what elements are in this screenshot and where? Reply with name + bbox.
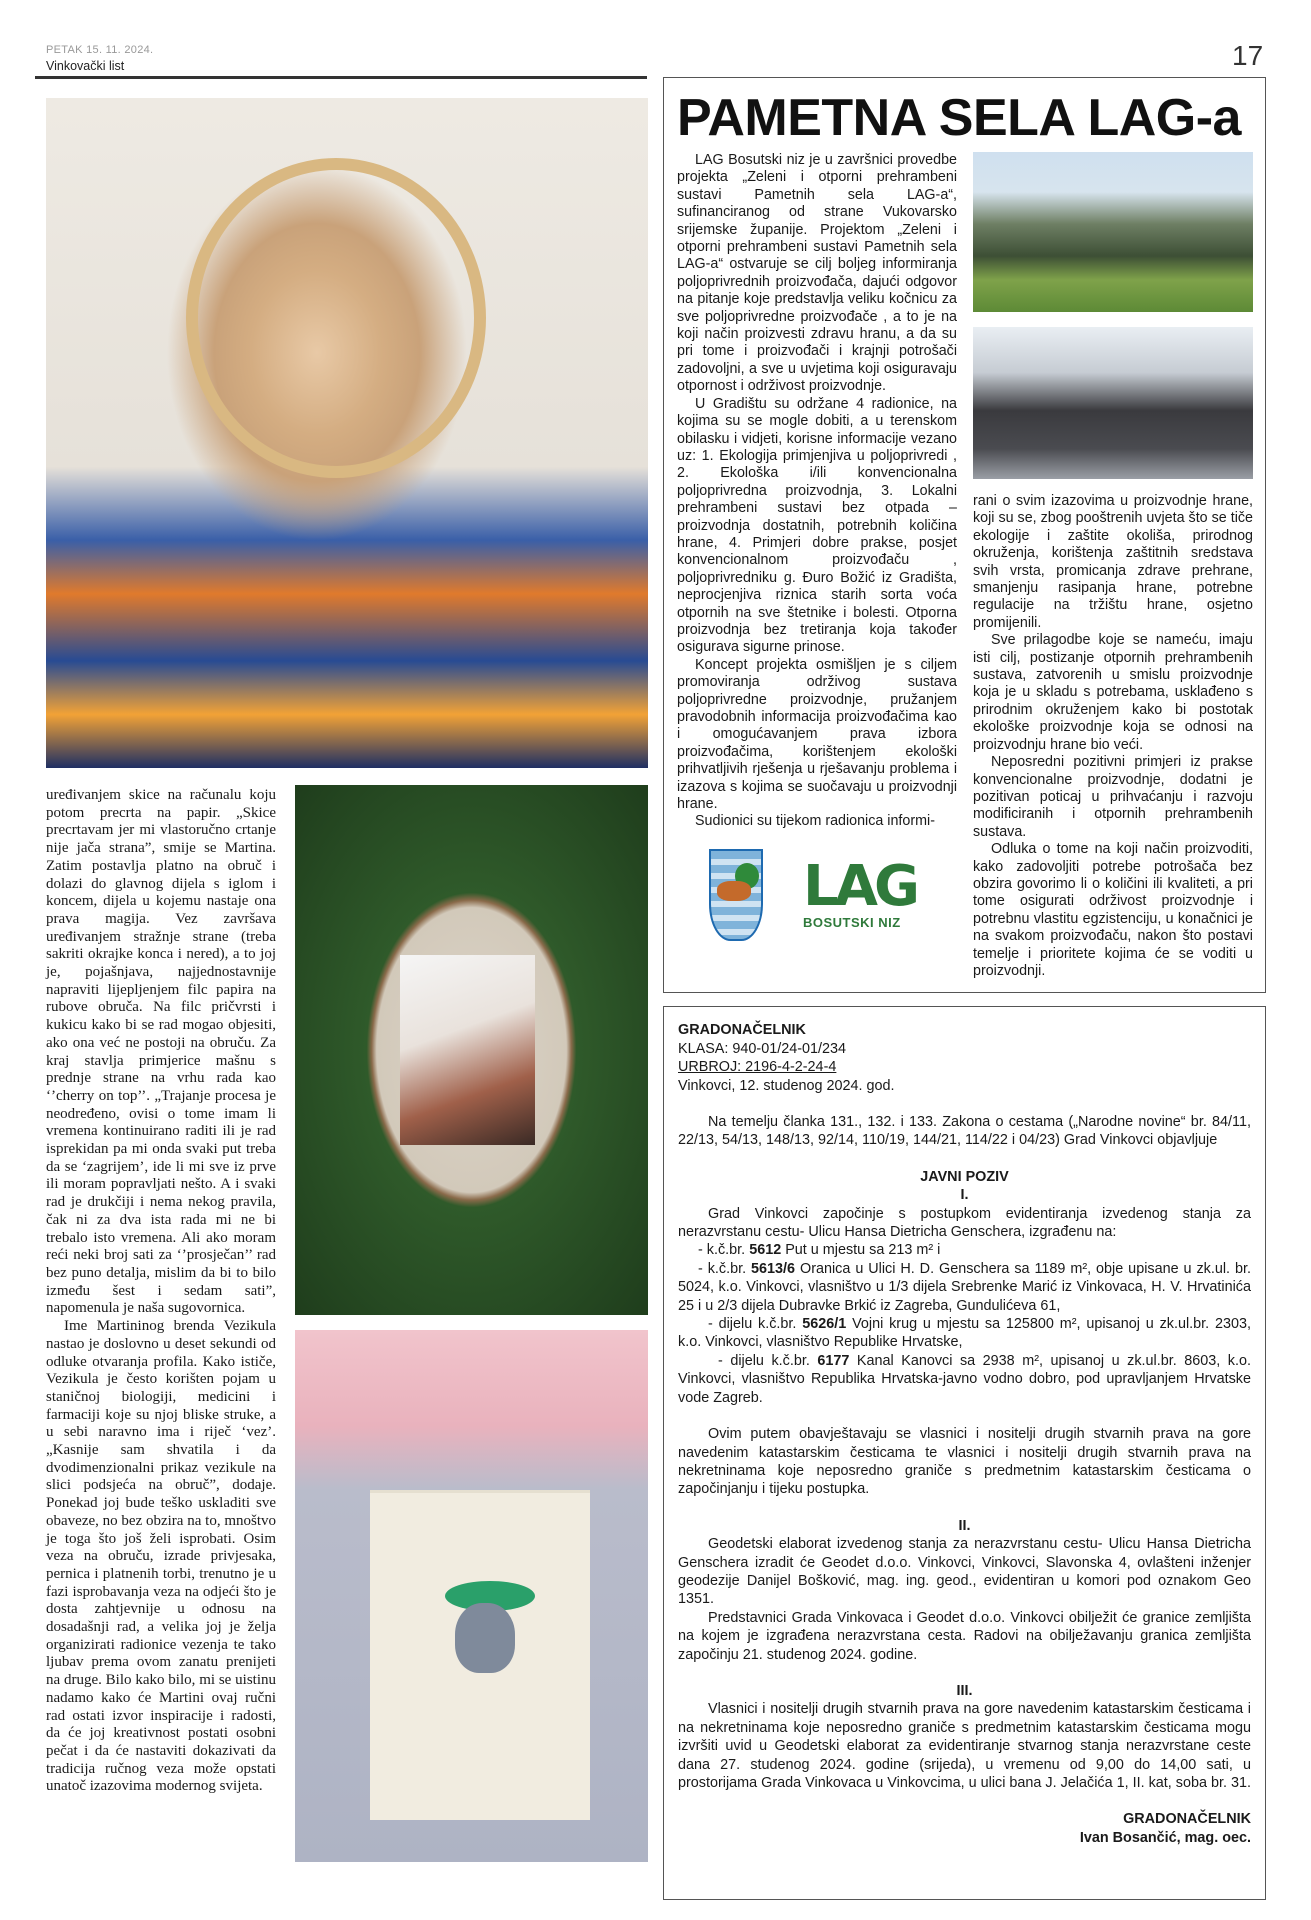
publication-name: Vinkovački list (46, 59, 125, 73)
paragraph: Sve prilagodbe koje se nameću, imaju isti cilj, postizanje otpornih prehrambenih sustava, zatvorenih u smislu proizvodnje koja je u skladu s potrebama, usklađeno s prirodnim okruženjem kako bi postotak ekološke proizvodnje koja se odnosi na proizvodnju hrane bio veći. (973, 632, 1253, 753)
parcel-prefix: - k.č.br. (698, 1260, 752, 1277)
parcel-description: Put u mjestu sa 213 m² i (781, 1242, 941, 1259)
paragraph: Sudionici su tijekom radionica informi- (695, 813, 935, 830)
paragraph: LAG Bosutski niz je u završnici provedbe projekta „Zeleni i otporni prehrambeni sustavi Pametnih sela LAG-a“, sufinanciranog od strane Vukovarsko srijemske županije. Projektom „Zeleni i otporni prehrambeni sustavi Pametnih sela LAG-a“ ostvaruje se cilj boljeg informiranja poljoprivrednih proizvođača, dajući odgovor na pitanje koje predstavlja veliku kočnicu za sve poljoprivredne proizvođače , a to je na koji način proizvesti zdravu hranu, a da su pri tome i proizvođači i krajnji potrošači zadovoljni, a sve u uvjetima koji osiguravaju otpornost i održivost proizvodnje. (677, 152, 957, 395)
county-coat-of-arms-logo (709, 849, 763, 941)
section-3-paragraph: Vlasnici i nositelji drugih stvarnih prava na gore navedenim katastarskim česticama i na nekretninama koje neposredno graniče s predmetnim katastarskim česticama mogu izvršiti uvid u Geodetski elaborat za evidentiranje stvarnog stanja nerazvrstane ceste dana 27. studenog 2024. godine (srijeda), u vremenu od 9,00 do 14,00 sati, u prostorijama Grada Vinkovaca u Vinkovcima, u ulici bana J. Jelačića 1, II. kat, soba br. 31. (678, 1701, 1251, 1791)
parcel-item (678, 1260, 1251, 1315)
photo-field-visit (973, 152, 1253, 312)
header-rule (35, 76, 647, 79)
public-notice (663, 1006, 1266, 1900)
article-title: PAMETNA SELA LAG-a (677, 89, 1241, 147)
lag-bosutski-niz-logo (803, 853, 923, 931)
tote-bag (370, 1490, 590, 1820)
notice-place-date: Vinkovci, 12. studenog 2024. god. (678, 1077, 895, 1094)
paragraph: Koncept projekta osmišljen je s ciljem promoviranja održivog sustava poljoprivredne proizvodnje, pružanjem pravodobnih informacija proizvođačima kao i omogućavanjem prava izbora proizvođačima, korištenjem ekološki prihvatljivih rješenja u rješavanju problema i izazova s kojima se suočavaju u proizvodnji hrane. (677, 656, 957, 813)
parcel-prefix: - dijelu k.č.br. (708, 1316, 803, 1333)
notice-klasa: KLASA: 940-01/24-01/234 (678, 1040, 847, 1057)
paragraph: U Gradištu su održane 4 radionice, na kojima su se mogle dobiti, a u terenskom obilasku i vidjeti, korisne informacije vezano uz: 1. Ekologija primjenjiva u poljoprivredi , 2. Ekološka i/ili konvencionalna poljoprivredna proizvodnja, 3. Lokalni prehrambeni sustavi bez otpada – proizvodnja dostatnih, potrebnih količina hrane, 4. Primjeri dobre prakse, posjet konvencionalnom proizvođaču , poljoprivredniku g. Đuro Božić iz Gradišta, neprocjenjiva riznica starih sorta voća otpornih na sve štetnike i bolesti. Otporna proizvodnja bez tretiranja koja također osigurava sigurne prinose. (677, 395, 957, 656)
header-date: PETAK 15. 11. 2024. (46, 44, 154, 56)
parcel-description: Oranica u Ulici H. D. Genschera sa 1189 m², obje upisane u zk.ul. br. 5024, k.o. Vinkovci, vlasništvo u 1/3 dijela Srebrenke Marić iz Vinkovaca, H. V. Hrvatinića 25 i u 2/3 dijela Dubravke Brkić iz Zagreba, Gundulićeva 61, (678, 1260, 1251, 1314)
logos-row (677, 849, 957, 941)
article-column-2 (973, 152, 1253, 980)
parcel-item (678, 1241, 1251, 1259)
signature-title: GRADONAČELNIK (1123, 1811, 1251, 1828)
parcel-number: 5612 (749, 1242, 782, 1259)
paragraph: uređivanjem skice na računalu koju potom precrta na papir. „Skice precrtavam jer mi vlastoručno crtanje nije jača strana”, smije se Martina. Zatim postavlja platno na obruč i dolazi do glavnog dijela s iglom i koncem, dijela u kojemu nastaje ona prava magija. Vez završava uređivanjem stražnje strane (treba sakriti okrajke konca i nered), a to joj je, pojašnjava, najjednostavnije napraviti lijepljenjem filc papira na rubove obruča. Na filc pričvrsti i kukicu kako bi se rad mogao objesiti, ako ona već ne postoji na obruču. Za kraj stavlja primjerice mašnu s prednje strane na vrhu rada kao ‘’cherry on top’’. „Trajanje procesa je neodređeno, ovisi o tome imam li vremena kontinuirano raditi ili je rad isprekidan pa mi onda svaki put treba da se ‘zagrijem’, ide li mi sve iz prve ili moram popravljati nešto. A i svaki rad je drukčiji i nema nekog pravila, čak ni za dva ista rada mi ne bi trebalo isto vremena. Ali ako moram reći neki broj sati za ‘’prosječan’’ rad bez puno detalja, mislim da bi to bilo između šest i sedam sati”, napomenula je naša sugovornica. (46, 787, 276, 1317)
right-column (663, 77, 1266, 1900)
paragraph: Odluka o tome na koji način proizvoditi, kako zadovoljiti potrebe potrošača bez obzira govorimo li o količini ili kvaliteti, a pri tome osigurati održivost proizvodnje i potrebnu vlastitu egzistenciju, u konačnici je na svakom proizvođaču, nakon što postavi temelje i prioritete kojima će se voditi u proizvodnji. (973, 841, 1253, 979)
article-column-1 (677, 152, 957, 980)
signature-name: Ivan Bosančić, mag. oec. (1079, 1829, 1251, 1846)
paragraph: Ime Martininog brenda Vezikula nastao je doslovno u deset sekundi od odluke otvaranja profila. Kako ističe, Vezikula je često korišten pojam u staničnoj biologiji, medicini i farmaciji koje su njoj bliske struke, a u sebi naravno ima i riječ ‘vez’. „Kasnije sam shvatila i da dvodimenzionalni prikaz vezikule na slici podsjeća na obruč”, dodaje. Ponekad joj bude teško uskladiti sve obaveze, no bez obzira na to, mnoštvo je toga što još želi isprobati. Osim veza na obruču, izrade privjesaka, pernica i platnenih torbi, trenutno je u fazi isprobavanja veza na odjeći što je dosta zahtjevnije u odnosu na dosadašnji rad, a velika joj je želja organizirati radionice vezenja te tako ljubav prema ovom zanatu prenijeti na druge. Bilo kako bilo, mi se uistinu nadamo kako će Martini ovaj ručni rad ostati izvor inspiracije i radosti, da će joj kreativnost postati osobni pečat i da će nastaviti dokazivati da tradicija ručnog veza može opstati unatoč izazovima modernog svijeta. (46, 1318, 276, 1795)
section-1-text: Grad Vinkovci započinje s postupkom evidentiranja izvedenog stanja za nerazvrstanu cestu- Ulicu Hansa Dietricha Genschera, izgrađenu na: (678, 1205, 1251, 1241)
parcel-prefix: - dijelu k.č.br. (718, 1352, 818, 1369)
lag-logo-mark: LAG (803, 853, 916, 919)
notice-intro: Na temelju članka 131., 132. i 133. Zakona o cestama („Narodne novine“ br. 84/11, 22/13, 54/13, 148/13, 92/14, 110/19, 144/21, 114/22 i 04/23) Grad Vinkovci objavljuje (678, 1114, 1251, 1149)
notice-issuer: GRADONAČELNIK (678, 1022, 806, 1039)
section-1-heading: I. (960, 1187, 969, 1204)
parcel-item (678, 1352, 1251, 1407)
page-number: 17 (1232, 40, 1264, 71)
photo-embroidered-tote-bag (295, 1330, 648, 1862)
photo-woman-with-embroidery-hoop (46, 98, 648, 768)
section-2-paragraph: Predstavnici Grada Vinkovaca i Geodet d.o.o. Vinkovci obilježit će granice zemljišta na kojem je izgrađena nerazvrstana cesta. Radovi na obilježavanju granica zemljišta započinju 21. studenog 2024. godine. (678, 1609, 1251, 1663)
embroidered-portrait (400, 955, 535, 1145)
parcel-number: 6177 (817, 1352, 850, 1369)
parcel-description: Vojni krug u mjestu sa 125800 m², upisanoj u zk.ul.br. 2303, k.o. Vinkovci, vlasništvo Republike Hrvatske, (678, 1316, 1251, 1351)
paragraph: rani o svim izazovima u proizvodnje hrane, koji su se, zbog pooštrenih uvjeta što se tiče ekologije i zaštite okoliša, prirodnog okruženja, korištenja zaštitnih sredstava svih vrsta, promicanja zdrave prehrane, smanjenju rasipanja hrane, potrebne regulacije na tržištu hrane, osjetno promijenili. (973, 493, 1253, 631)
parcel-item (678, 1315, 1251, 1352)
parcel-prefix: - k.č.br. (698, 1242, 750, 1259)
totoro-embroidery (455, 1603, 515, 1673)
embroidery-hoop (186, 158, 486, 478)
lag-article (663, 77, 1266, 993)
left-article-text (46, 787, 276, 1796)
photo-workshop (973, 327, 1253, 479)
parcel-description: Kanal Kanovci sa 2938 m², upisanoj u zk.ul.br. 8603, k.o. Vinkovci, vlasništvo Republika Hrvatska-javno vodno dobro, pod upravljanjem Hrvatske vode Zagreb. (678, 1352, 1251, 1406)
section-2-paragraph: Geodetski elaborat izvedenog stanja za nerazvrstanu cestu- Ulicu Hansa Dietricha Genschera izradit će Geodet d.o.o. Vinkovci, Vinkovci, Slavonska 4, ovlašteni inženjer geodezije Danijel Bošković, mag. ing. geod., evidentiran u komori pod oznakom Geo 1351. (678, 1536, 1251, 1608)
article-columns (677, 152, 1253, 980)
section-3-heading: III. (956, 1682, 973, 1699)
parcel-number: 5626/1 (802, 1316, 847, 1333)
photo-embroidered-hoop-artwork (295, 785, 648, 1315)
section-1-info: Ovim putem obavještavaju se vlasnici i nositelji drugih stvarnih prava na gore navedenim katastarskim česticama te vlasnici i nositelji drugih stvarnih prava na nekretninama koje neposredno graniče s predmetnim katastarskim česticama o započinjanju i tijeku postupka. (678, 1426, 1251, 1498)
notice-urbroj: URBROJ: 2196-4-2-24-4 (678, 1059, 837, 1076)
deer-icon (717, 881, 751, 901)
notice-title: JAVNI POZIV (920, 1168, 1009, 1185)
lag-logo-name: BOSUTSKI NIZ (803, 914, 901, 930)
section-2-heading: II. (958, 1517, 971, 1534)
parcel-number: 5613/6 (751, 1260, 796, 1277)
paragraph: Neposredni pozitivni primjeri iz prakse konvencionalne proizvodnje, dodatni je pozitivan poticaj u prihvaćanju i razvoju modificiranih i otpornih prehrambenih sustava. (973, 754, 1253, 840)
